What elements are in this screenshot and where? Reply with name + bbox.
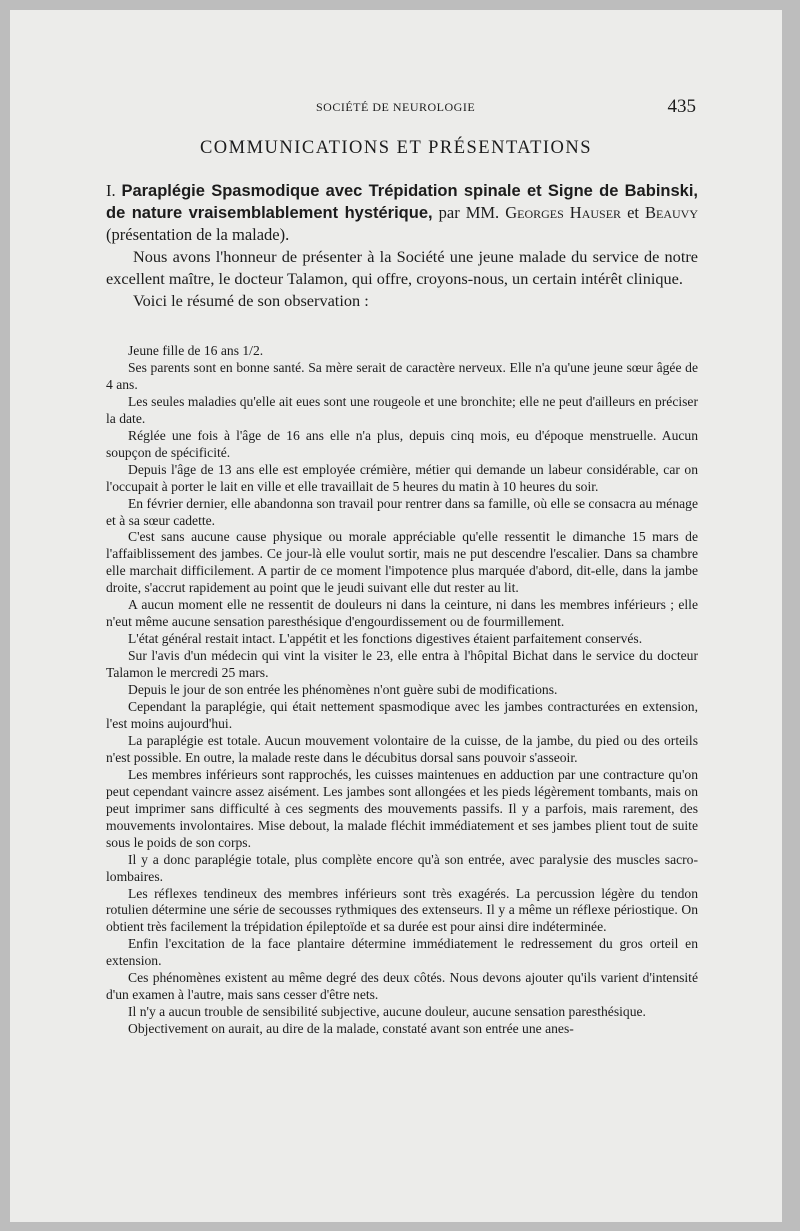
article-byline-prefix: par MM. xyxy=(438,203,500,222)
paragraph: Les réflexes tendineux des membres inférieurs sont très exagérés. La percussion légère du tendon rotulien détermine une série de secousses rythmiques des extenseurs. Il y a même un réflexe périostique. On obtient très facilement la trépidation épileptoïde et sa durée est pour ainsi dire indéterminée. xyxy=(106,885,698,935)
paragraph: C'est sans aucune cause physique ou morale appréciable qu'elle ressentit le dimanche 15 mars de l'affaiblissement des jambes. Ce jour-là elle voulut sortir, mais ne put descendre l'escalier. Dans sa chambre elle marchait difficilement. A partir de ce moment l'impotence plus marquée d'abord, dit-elle, dans la jambe droite, s'accrut rapidement au point que le jeudi suivant elle dut rester au lit. xyxy=(106,529,698,596)
article-number: I. xyxy=(106,181,116,200)
paragraph: Nous avons l'honneur de présenter à la Société une jeune malade du service de notre excellent maître, le docteur Talamon, qui offre, croyons-nous, un certain intérêt clinique. xyxy=(106,247,698,288)
paragraph: Les seules maladies qu'elle ait eues sont une rougeole et une bronchite; elle ne peut d'ailleurs en préciser la date. xyxy=(106,393,698,426)
paragraph: La paraplégie est totale. Aucun mouvement volontaire de la cuisse, de la jambe, du pied ou des orteils n'est possible. En outre, la malade reste dans le décubitus dorsal sans pouvoir s'asseoir. xyxy=(106,732,698,765)
paragraph: Voici le résumé de son observation : xyxy=(133,291,369,310)
paragraph: Depuis le jour de son entrée les phénomènes n'ont guère subi de modifications. xyxy=(128,682,558,698)
paragraph: Sur l'avis d'un médecin qui vint la visiter le 23, elle entra à l'hôpital Bichat dans le service du docteur Talamon le mercredi 25 mars. xyxy=(106,648,698,681)
running-head: SOCIÉTÉ DE NEUROLOGIE xyxy=(316,100,476,114)
paragraph: Ces phénomènes existent au même degré des deux côtés. Nous devons ajouter qu'ils varient d'intensité d'un examen à l'autre, mais sans cesser d'être nets. xyxy=(106,970,698,1003)
author-conjunction: et xyxy=(627,203,639,222)
page-header xyxy=(10,96,782,120)
paragraph: Jeune fille de 16 ans 1/2. xyxy=(128,343,264,358)
paragraph: Ses parents sont en bonne santé. Sa mère serait de caractère nerveux. Elle n'a qu'une jeune sœur âgée de 4 ans. xyxy=(106,359,698,392)
paragraph: Les membres inférieurs sont rapprochés, les cuisses maintenues en adduction par une contracture qu'on peut cependant vaincre assez aisément. Les jambes sont allongées et les pieds légèrement tombants, mais on peut imprimer sans difficulté à ces segments des mouvements passifs. Il y a parfois, mais rarement, des mouvements involontaires. Mise debout, la malade fléchit immédiatement et ses jambes plient tout de suite sous le poids de son corps. xyxy=(106,766,698,850)
author-name: Beauvy xyxy=(645,203,699,222)
section-title: COMMUNICATIONS ET PRÉSENTATIONS xyxy=(199,138,593,158)
paragraph: Il n'y a aucun trouble de sensibilité subjective, aucune douleur, aucune sensation paresthésique. xyxy=(128,1004,646,1020)
paragraph: L'état général restait intact. L'appétit et les fonctions digestives étaient parfaitement conservés. xyxy=(128,631,643,647)
paragraph: Depuis l'âge de 13 ans elle est employée crémière, métier qui demande un labeur considérable, car on l'occupait à porter le lait en ville et elle travaillait de 5 heures du matin à 10 heures du soir. xyxy=(106,461,698,494)
observation-text xyxy=(106,343,698,1038)
paragraph: Réglée une fois à l'âge de 16 ans elle n'a plus, depuis cinq mois, eu d'époque menstruelle. Aucun soupçon de spécificité. xyxy=(106,427,698,460)
article-heading xyxy=(106,180,698,245)
introduction xyxy=(106,246,698,312)
document-page xyxy=(10,10,782,1222)
paragraph: En février dernier, elle abandonna son travail pour rentrer dans sa famille, où elle se consacra au ménage et à sa sœur cadette. xyxy=(106,495,698,528)
paragraph: Enfin l'excitation de la face plantaire détermine immédiatement le redressement du gros orteil en extension. xyxy=(106,936,698,969)
page-number: 435 xyxy=(667,96,696,117)
paragraph: A aucun moment elle ne ressentit de douleurs ni dans la ceinture, ni dans les membres inférieurs ; elle n'eut même aucune sensation paresthésique d'engourdissement ou de fourmillement. xyxy=(106,597,698,630)
article-note: (présentation de la malade). xyxy=(106,225,290,244)
paragraph: Il y a donc paraplégie totale, plus complète encore qu'à son entrée, avec paralysie des muscles sacro-lombaires. xyxy=(106,851,698,884)
paragraph: Objectivement on aurait, au dire de la malade, constaté avant son entrée une anes- xyxy=(128,1021,574,1037)
article-title: Paraplégie Spasmodique avec Trépidation spinale et Signe de Babinski, de nature vraisemblablement hystérique, xyxy=(106,182,699,222)
paragraph: Cependant la paraplégie, qui était nettement spasmodique avec les jambes contracturées en extension, l'est moins aujourd'hui. xyxy=(106,699,698,731)
author-name: Georges Hauser xyxy=(505,203,622,222)
